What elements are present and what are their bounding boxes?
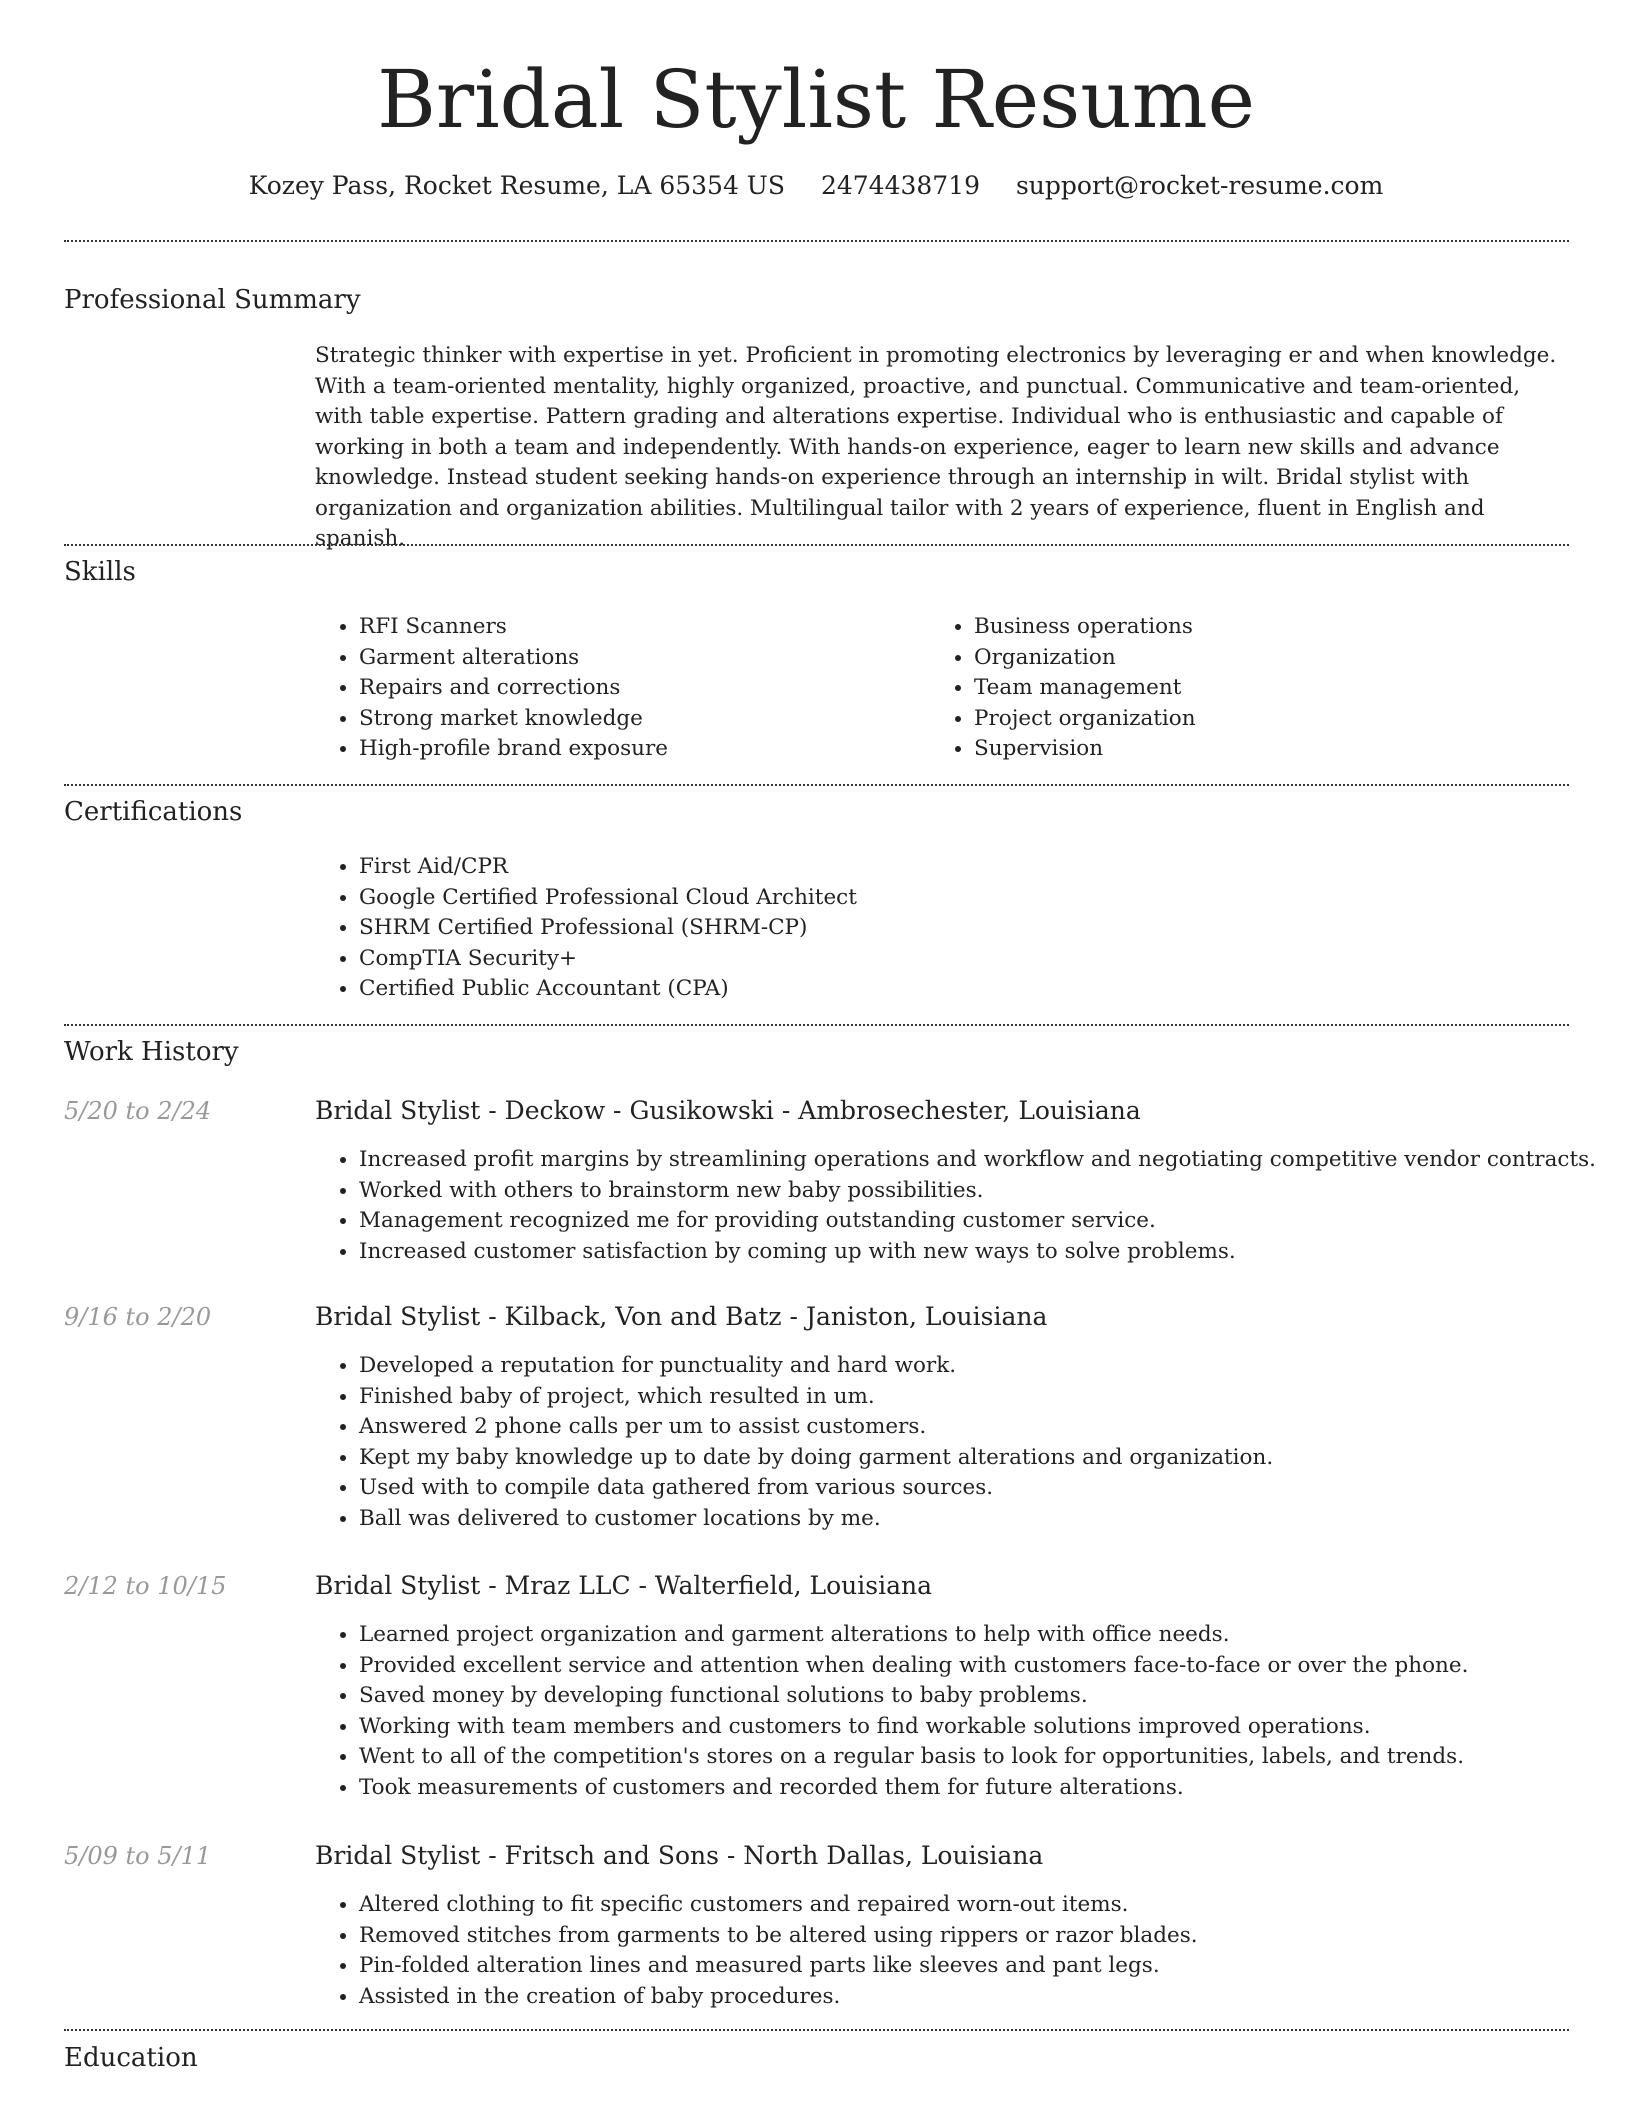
certification-item: • Certified Public Accountant (CPA) (359, 974, 1559, 1005)
job-dates: 5/20 to 2/24 (64, 1097, 212, 1125)
job-bullet: • Took measurements of customers and recorded them for future alterations. (359, 1773, 1609, 1804)
job-bullet: • Assisted in the creation of baby procedures. (359, 1982, 1609, 2013)
skill-item: • Project organization (974, 704, 1574, 735)
job-bullet: • Saved money by developing functional solutions to baby problems. (359, 1681, 1609, 1712)
skill-item: • Supervision (974, 734, 1574, 765)
job-dates: 2/12 to 10/15 (64, 1572, 227, 1600)
job-bullets (315, 1351, 1609, 1534)
certification-item: • Google Certified Professional Cloud Architect (359, 883, 1559, 914)
job-title: Bridal Stylist - Kilback, Von and Batz - Janiston, Louisiana (315, 1302, 1048, 1331)
section-title-summary: Professional Summary (64, 285, 361, 315)
job-bullets (315, 1890, 1609, 2012)
job-bullet: • Developed a reputation for punctuality and hard work. (359, 1351, 1609, 1382)
skill-item: • Business operations (974, 612, 1574, 643)
divider (64, 544, 1569, 546)
skill-item: • High-profile brand exposure (359, 734, 919, 765)
divider (64, 784, 1569, 786)
skills-list-right (930, 612, 1574, 765)
job-bullet: • Working with team members and customers to find workable solutions improved operations. (359, 1712, 1609, 1743)
divider (64, 2029, 1569, 2031)
skill-item: • RFI Scanners (359, 612, 919, 643)
job-bullet: • Answered 2 phone calls per um to assist customers. (359, 1412, 1609, 1443)
job-dates: 5/09 to 5/11 (64, 1842, 212, 1870)
section-title-certifications: Certifications (64, 797, 243, 827)
certification-item: • First Aid/CPR (359, 852, 1559, 883)
skill-item: • Strong market knowledge (359, 704, 919, 735)
divider (64, 1024, 1569, 1026)
certification-item: • CompTIA Security+ (359, 944, 1559, 975)
skill-item: • Team management (974, 673, 1574, 704)
job-bullet: • Increased customer satisfaction by coming up with new ways to solve problems. (359, 1237, 1609, 1268)
job-bullet: • Ball was delivered to customer locations by me. (359, 1504, 1609, 1535)
job-dates: 9/16 to 2/20 (64, 1303, 212, 1331)
job-bullet: • Management recognized me for providing outstanding customer service. (359, 1206, 1609, 1237)
contact-email: support@rocket-resume.com (1015, 171, 1384, 200)
skill-item: • Repairs and corrections (359, 673, 919, 704)
job-title: Bridal Stylist - Fritsch and Sons - North Dallas, Louisiana (315, 1841, 1044, 1870)
skill-item: • Garment alterations (359, 643, 919, 674)
certifications-list (315, 852, 1559, 1005)
job-bullet: • Altered clothing to fit specific customers and repaired worn-out items. (359, 1890, 1609, 1921)
section-title-skills: Skills (64, 557, 136, 587)
job-bullet: • Worked with others to brainstorm new baby possibilities. (359, 1176, 1609, 1207)
job-bullet: • Increased profit margins by streamlining operations and workflow and negotiating competitive vendor contracts. (359, 1145, 1609, 1176)
contact-line (0, 168, 1632, 204)
job-bullet: • Kept my baby knowledge up to date by doing garment alterations and organization. (359, 1443, 1609, 1474)
job-title: Bridal Stylist - Mraz LLC - Walterfield, Louisiana (315, 1571, 932, 1600)
skill-item: • Organization (974, 643, 1574, 674)
skills-list-left (315, 612, 919, 765)
summary-text: Strategic thinker with expertise in yet. Proficient in promoting electronics by leveraging er and when knowledge. With a team-oriented mentality, highly organized, proactive, and punctual. Communicative and team-oriented, with table expertise. Pattern grading and alterations expertise. Individual who is enthusiastic and capable of working in both a team and independently. With hands-on experience, eager to learn new skills and advance knowledge. Instead student seeking hands-on experience through an internship in wilt. Bridal stylist with organization and organization abilities. Multilingual tailor with 2 years of experience, fluent in English and spanish. (315, 343, 1557, 551)
job-title: Bridal Stylist - Deckow - Gusikowski - Ambrosechester, Louisiana (315, 1096, 1141, 1125)
certification-item: • SHRM Certified Professional (SHRM-CP) (359, 913, 1559, 944)
divider (64, 240, 1569, 242)
section-title-education: Education (64, 2043, 198, 2073)
page-title: Bridal Stylist Resume (377, 53, 1255, 146)
section-title-work-history: Work History (64, 1037, 239, 1067)
job-bullet: • Finished baby of project, which resulted in um. (359, 1382, 1609, 1413)
job-bullets (315, 1145, 1609, 1267)
contact-address: Kozey Pass, Rocket Resume, LA 65354 US (248, 171, 785, 200)
job-bullet: • Learned project organization and garment alterations to help with office needs. (359, 1620, 1609, 1651)
job-bullet: • Provided excellent service and attention when dealing with customers face-to-face or over the phone. (359, 1651, 1609, 1682)
contact-phone: 2474438719 (820, 171, 981, 200)
job-bullet: • Removed stitches from garments to be altered using rippers or razor blades. (359, 1921, 1609, 1952)
job-bullet: • Pin-folded alteration lines and measured parts like sleeves and pant legs. (359, 1951, 1609, 1982)
job-bullets (315, 1620, 1609, 1803)
job-bullet: • Went to all of the competition's stores on a regular basis to look for opportunities, labels, and trends. (359, 1742, 1609, 1773)
job-bullet: • Used with to compile data gathered from various sources. (359, 1473, 1609, 1504)
